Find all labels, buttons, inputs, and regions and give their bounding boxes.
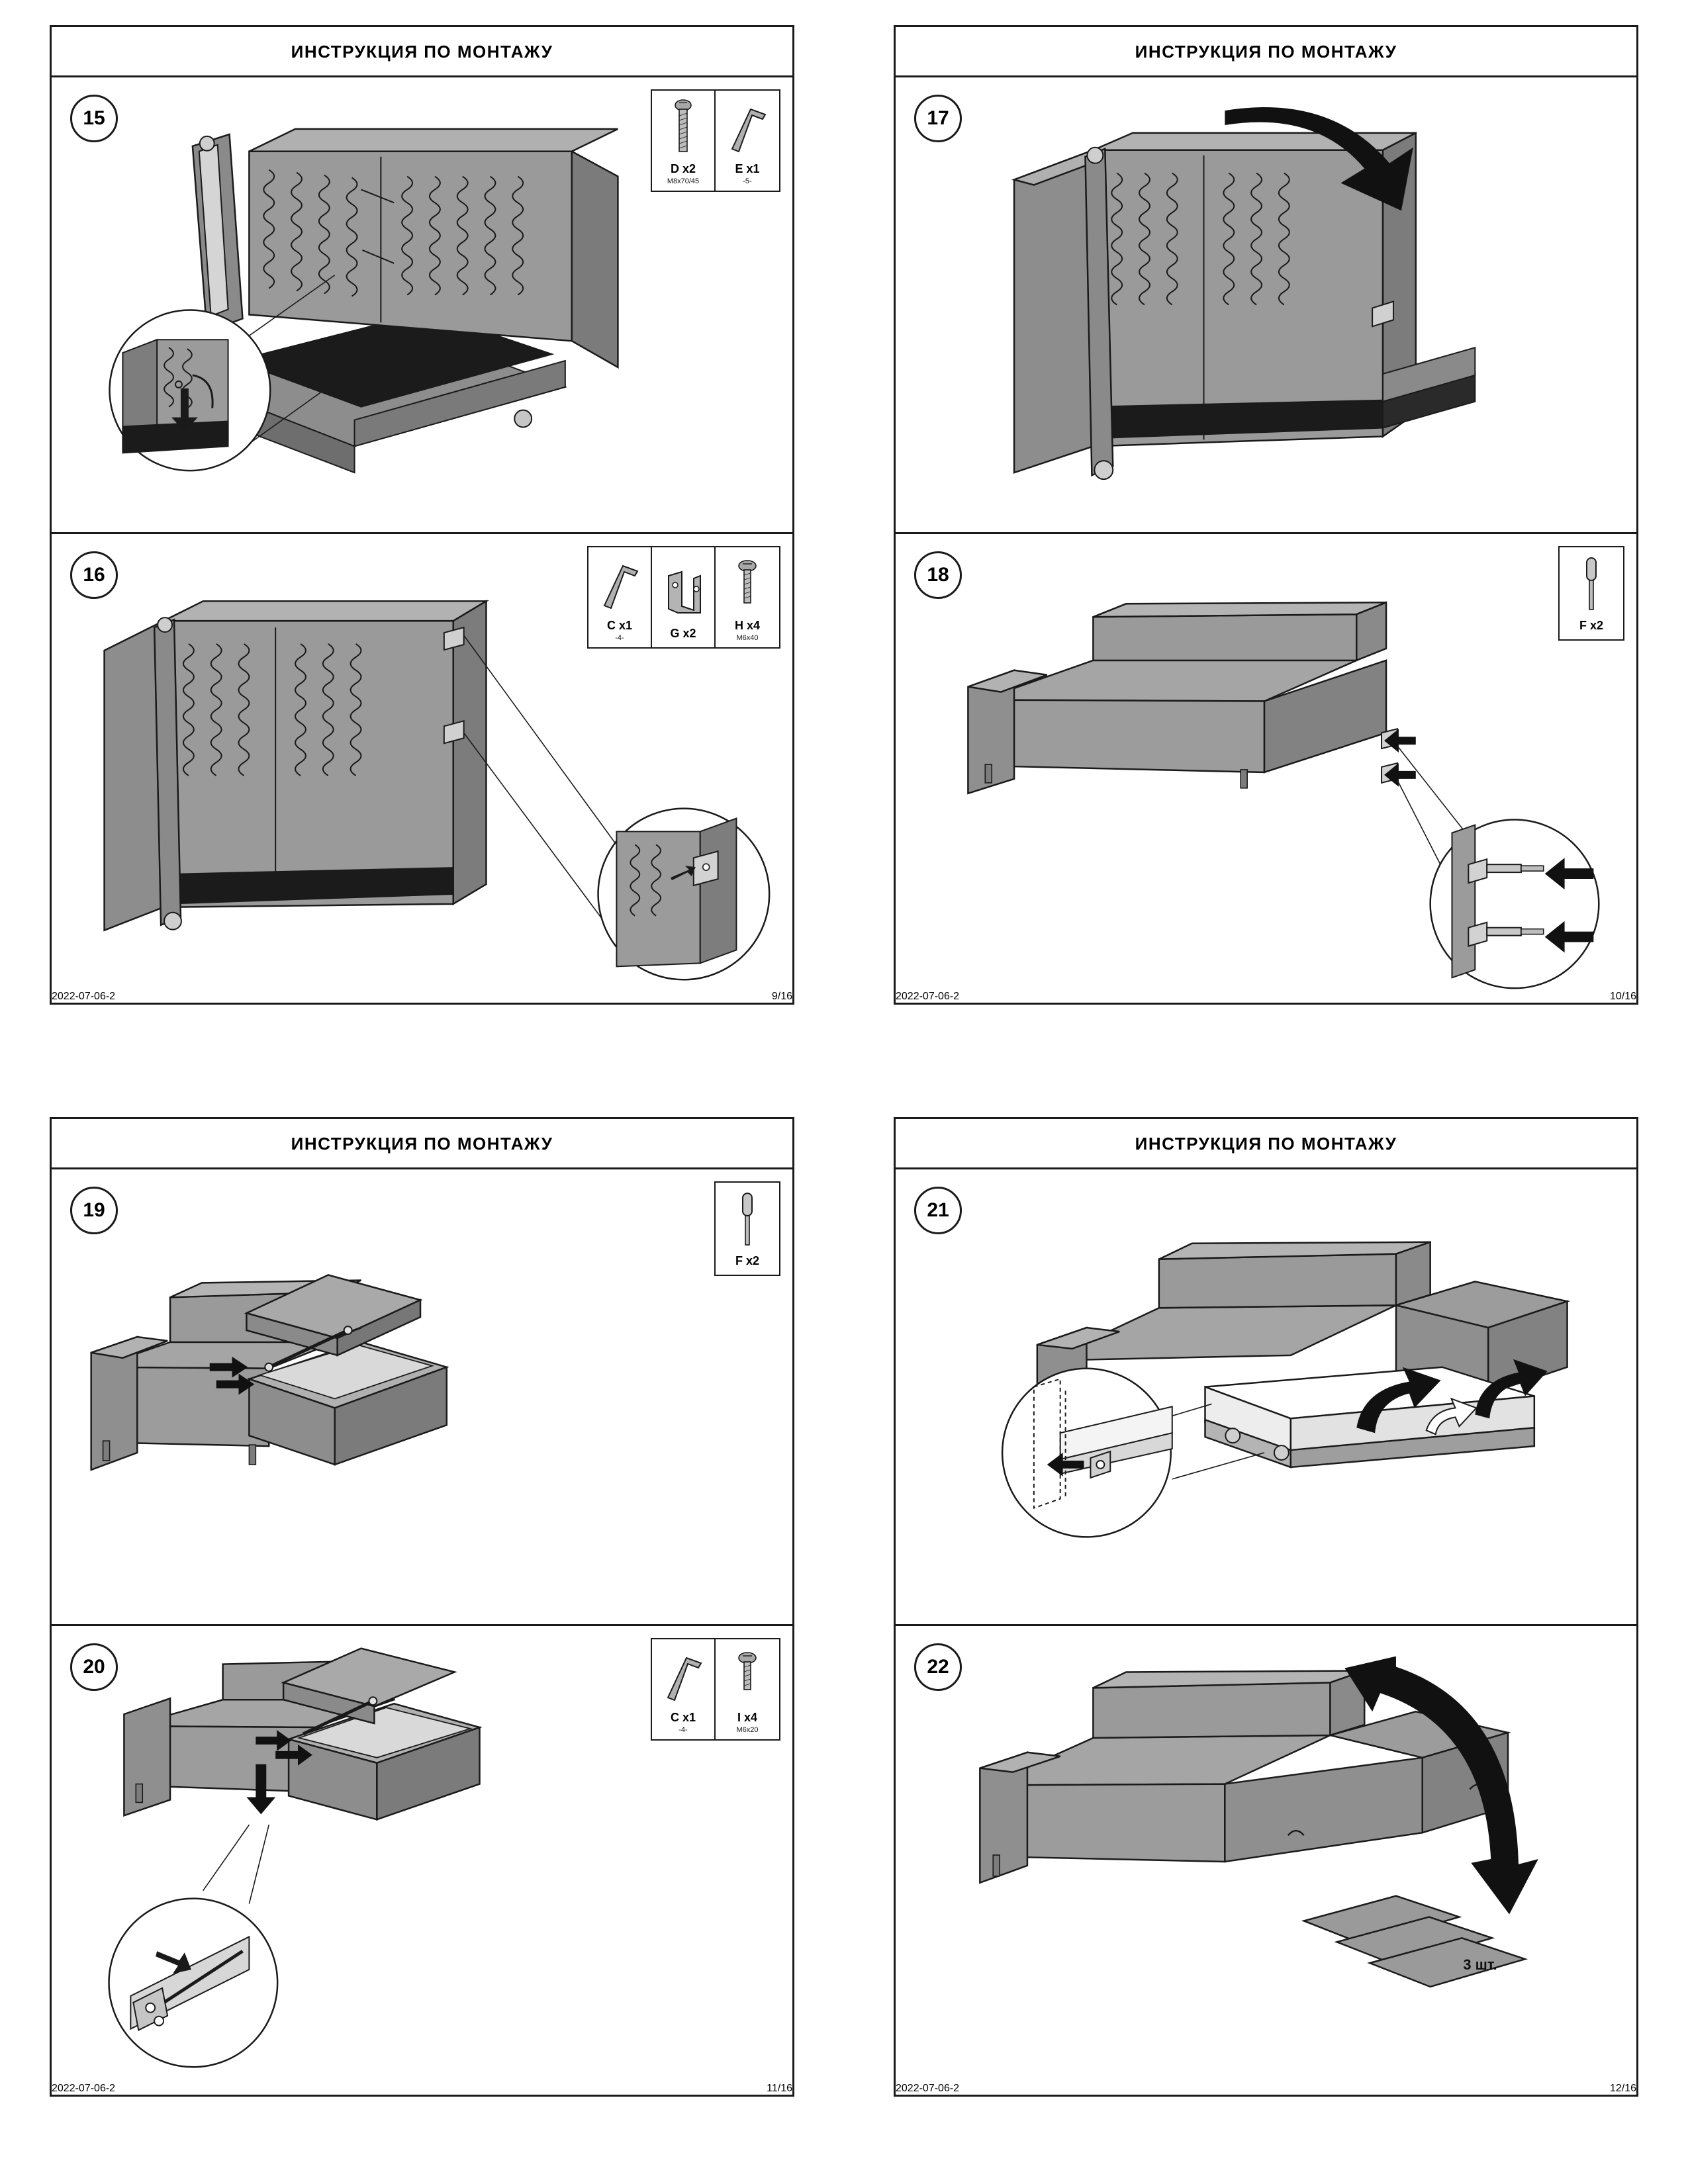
part-item	[716, 1183, 779, 1275]
step-number-badge: 16	[70, 551, 118, 599]
sheet-title: ИНСТРУКЦИЯ ПО МОНТАЖУ	[52, 27, 792, 77]
part-label: G x2	[670, 627, 696, 640]
part-item	[652, 91, 716, 191]
parts-box	[587, 546, 780, 649]
part-item	[1560, 547, 1623, 639]
step-17-illustration	[896, 77, 1636, 532]
footer-page: 11/16	[767, 2083, 792, 2094]
part-spec: M6x20	[736, 1726, 759, 1734]
step-number-badge: 19	[70, 1187, 118, 1234]
footer-date: 2022-07-06-2	[896, 2083, 960, 2094]
footer-date: 2022-07-06-2	[52, 991, 116, 1002]
part-label: H x4	[734, 619, 761, 632]
panel-step-21	[896, 1169, 1636, 1626]
panel-step-16	[52, 534, 792, 991]
part-label: I x4	[737, 1711, 758, 1724]
panel-step-22	[896, 1626, 1636, 2083]
bolt-icon	[672, 97, 694, 158]
part-spec: -4-	[679, 1726, 688, 1734]
allen-key-icon	[663, 1646, 704, 1707]
parts-box	[714, 1181, 780, 1276]
step-number-badge: 17	[914, 95, 962, 142]
part-item	[716, 1639, 779, 1739]
parts-box	[651, 89, 780, 192]
footer-page: 12/16	[1609, 2083, 1636, 2094]
sheet-footer	[52, 2083, 792, 2095]
part-item	[652, 1639, 716, 1739]
part-label: C x1	[670, 1711, 696, 1724]
step-number-badge: 18	[914, 551, 962, 599]
step-number-badge: 22	[914, 1643, 962, 1691]
step-number-badge: 21	[914, 1187, 962, 1234]
sheet-10	[844, 0, 1688, 1092]
sheet-9	[0, 0, 844, 1092]
screw-icon	[736, 554, 759, 615]
footer-page: 10/16	[1609, 991, 1636, 1002]
panel-step-18	[896, 534, 1636, 991]
step-21-illustration	[896, 1169, 1636, 1624]
sheet-footer	[896, 991, 1636, 1003]
part-spec: M6x40	[736, 634, 759, 642]
allen-key-icon	[599, 554, 640, 615]
sheet-title: ИНСТРУКЦИЯ ПО МОНТАЖУ	[896, 27, 1636, 77]
sheet-title: ИНСТРУКЦИЯ ПО МОНТАЖУ	[52, 1119, 792, 1169]
part-item	[588, 547, 652, 647]
part-label: C x1	[606, 619, 633, 632]
step-number-badge: 15	[70, 95, 118, 142]
panel-step-17	[896, 77, 1636, 534]
part-label: D x2	[670, 162, 696, 175]
sheet-footer	[52, 991, 792, 1003]
footer-page: 9/16	[771, 991, 792, 1002]
step-22-illustration	[896, 1626, 1636, 2083]
part-spec: -4-	[615, 634, 624, 642]
parts-box	[651, 1638, 780, 1741]
sheet-12	[844, 1092, 1688, 2184]
parts-box	[1558, 546, 1624, 641]
pin-icon	[736, 1189, 759, 1250]
sheet-title: ИНСТРУКЦИЯ ПО МОНТАЖУ	[896, 1119, 1636, 1169]
pin-icon	[1580, 554, 1603, 615]
bracket-icon	[662, 562, 704, 623]
part-label: E x1	[735, 162, 760, 175]
step-18-illustration	[896, 534, 1636, 991]
part-item	[652, 547, 716, 647]
part-spec: M8x70/45	[667, 177, 700, 185]
part-label: F x2	[735, 1254, 760, 1267]
part-item	[716, 91, 779, 191]
panel-step-20	[52, 1626, 792, 2083]
panel-step-19	[52, 1169, 792, 1626]
step-19-illustration	[52, 1169, 792, 1624]
footer-date: 2022-07-06-2	[52, 2083, 116, 2094]
footer-date: 2022-07-06-2	[896, 991, 960, 1002]
allen-key-icon	[727, 97, 768, 158]
panel-step-15	[52, 77, 792, 534]
part-spec: -5-	[743, 177, 752, 185]
sheet-footer	[896, 2083, 1636, 2095]
sheet-11	[0, 1092, 844, 2184]
step-number-badge: 20	[70, 1643, 118, 1691]
part-label: F x2	[1579, 619, 1604, 632]
cushion-count-note: 3 шт.	[1463, 1956, 1497, 1974]
part-item	[716, 547, 779, 647]
screw-icon	[736, 1646, 759, 1707]
